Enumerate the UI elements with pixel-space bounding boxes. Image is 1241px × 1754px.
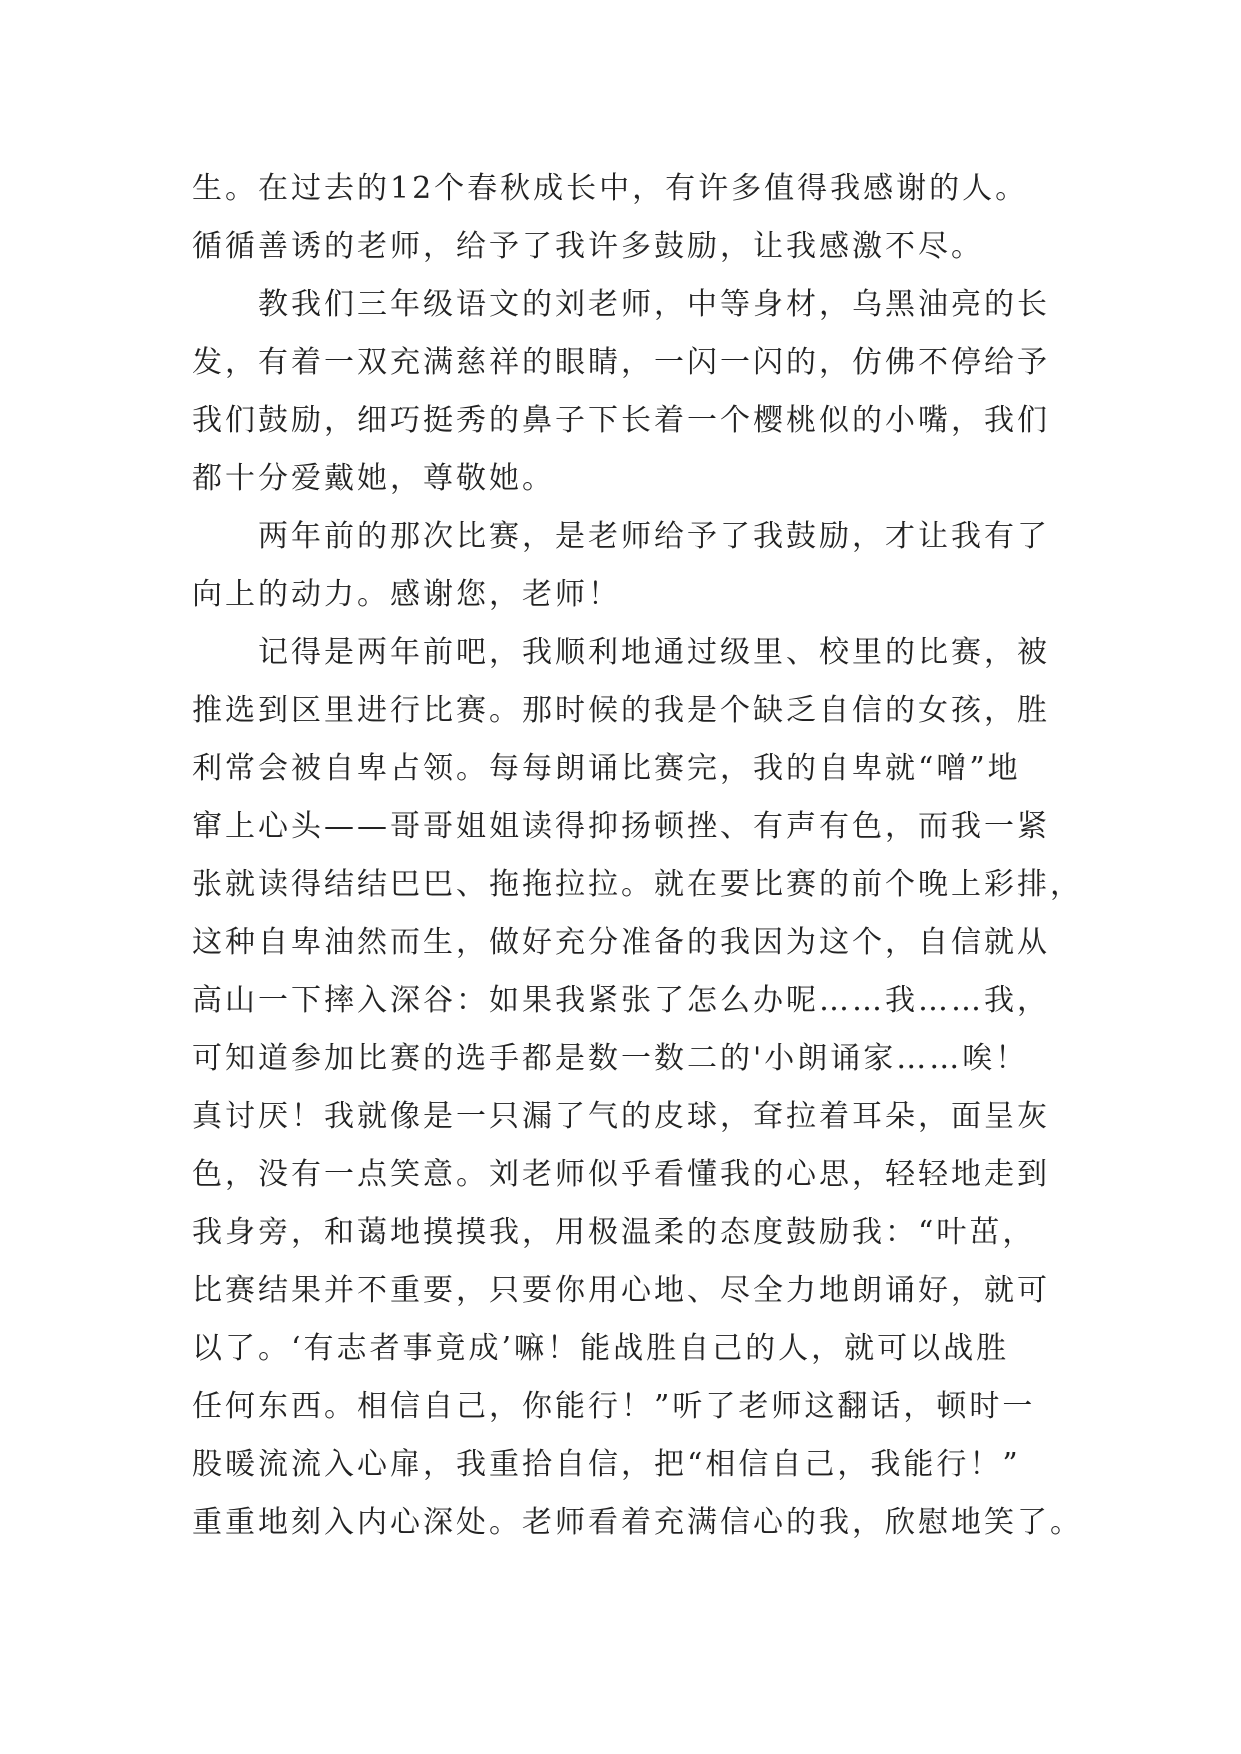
text-line: 高山一下摔入深谷：如果我紧张了怎么办呢……我……我， [192,983,1050,1018]
text-line: 窜上心头——哥哥姐姐读得抑扬顿挫、有声有色，而我一紧 [192,809,1050,844]
text-line: 利常会被自卑占领。每每朗诵比赛完，我的自卑就“噌”地 [192,751,1021,786]
text-line: 以了。‘有志者事竟成’嘛！能战胜自己的人，就可以战胜 [192,1331,1010,1366]
text-line: 比赛结果并不重要，只要你用心地、尽全力地朗诵好，就可 [192,1273,1050,1308]
text-line: 任何东西。相信自己，你能行！”听了老师这翻话，顿时一 [192,1389,1036,1424]
text-line: 可知道参加比赛的选手都是数一数二的'小朗诵家……唉！ [192,1041,1029,1076]
text-line: 这种自卑油然而生，做好充分准备的我因为这个，自信就从 [192,925,1050,960]
text-line: 循循善诱的老师，给予了我许多鼓励，让我感激不尽。 [192,229,984,264]
text-line: 我们鼓励，细巧挺秀的鼻子下长着一个樱桃似的小嘴，我们 [192,403,1050,438]
text-line: 发，有着一双充满慈祥的眼睛，一闪一闪的，仿佛不停给予 [192,345,1050,380]
text-line: 推选到区里进行比赛。那时候的我是个缺乏自信的女孩，胜 [192,693,1050,728]
text-line: 向上的动力。感谢您，老师！ [192,577,621,612]
text-line: 记得是两年前吧，我顺利地通过级里、校里的比赛，被 [258,635,1050,670]
text-line: 真讨厌！我就像是一只漏了气的皮球，耷拉着耳朵，面呈灰 [192,1099,1050,1134]
text-line: 都十分爱戴她，尊敬她。 [192,461,555,496]
text-line: 我身旁，和蔼地摸摸我，用极温柔的态度鼓励我：“叶茁， [192,1215,1036,1250]
text-line: 色，没有一点笑意。刘老师似乎看懂我的心思，轻轻地走到 [192,1157,1050,1192]
document-body [192,160,1083,1552]
text-line: 教我们三年级语文的刘老师，中等身材，乌黑油亮的长 [258,287,1050,322]
text-line: 股暖流流入心扉，我重拾自信，把“相信自己，我能行！” [192,1447,1021,1482]
text-line: 生。在过去的12个春秋成长中，有许多值得我感谢的人。 [192,171,1029,206]
text-line: 重重地刻入内心深处。老师看着充满信心的我，欣慰地笑了。 [192,1505,1083,1540]
text-line: 张就读得结结巴巴、拖拖拉拉。就在要比赛的前个晚上彩排， [192,867,1083,902]
text-line: 两年前的那次比赛，是老师给予了我鼓励，才让我有了 [258,519,1050,554]
